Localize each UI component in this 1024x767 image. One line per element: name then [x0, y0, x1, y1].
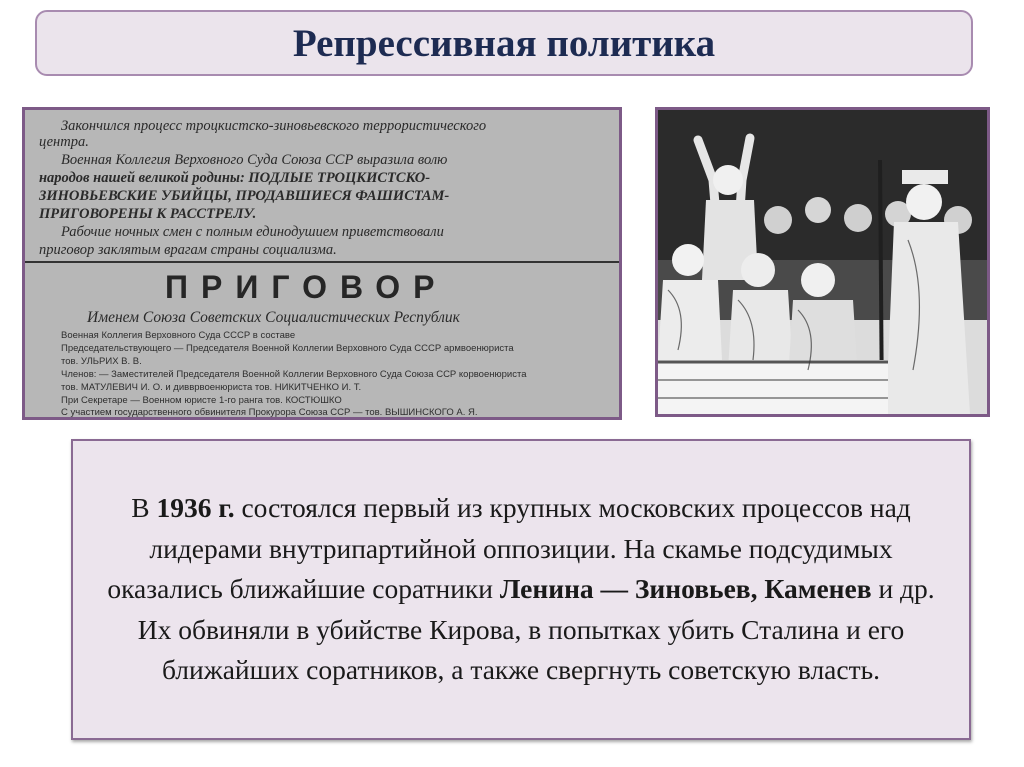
newspaper-intro-line-3: Военная Коллегия Верховного Суда Союза ССР выразила волю: [61, 152, 448, 168]
newspaper-intro-line-4: народов нашей великой родины: ПОДЛЫЕ ТРОЦКИСТСКО-: [39, 170, 431, 186]
newspaper-subheading: Именем Союза Советских Социалистических Республик: [87, 309, 460, 326]
description-part-2: состоялся первый из крупных московских процессов над лидерами внутрипартийной оппозиции. На скамье подсудимых оказались ближайшие соратники: [107, 492, 911, 605]
description-part-1: В: [131, 492, 157, 524]
newspaper-detail-line-1: Военная Коллегия Верховного Суда СССР в составе: [61, 330, 296, 341]
description-year: 1936 г.: [156, 492, 235, 524]
description-text: [97, 488, 945, 691]
description-part-3: и др. Их обвиняли в убийстве Кирова, в попытках убить Сталина и его ближайших соратников, а также свергнуть советскую власть.: [137, 573, 935, 686]
newspaper-detail-line-4: Членов: — Заместителей Председателя Военной Коллегии Верховного Суда Союза ССР корвоенюриста: [61, 369, 527, 380]
courtroom-illustration-svg: [658, 110, 987, 414]
courtroom-illustration-image: [655, 107, 990, 417]
newspaper-intro-line-6: ПРИГОВОРЕНЫ К РАССТРЕЛУ.: [39, 206, 257, 222]
newspaper-intro-line-8: приговор заклятым врагам страны социализма.: [39, 242, 337, 258]
newspaper-intro-line-7: Рабочие ночных смен с полным единодушием приветствовали: [61, 224, 444, 240]
description-box: [71, 439, 971, 740]
slide-title: Репрессивная политика: [292, 21, 716, 65]
newspaper-detail-line-5: тов. МАТУЛЕВИЧ И. О. и дивврвоенюриста тов. НИКИТЧЕНКО И. Т.: [61, 382, 362, 393]
newspaper-clipping-svg: [25, 110, 619, 417]
title-banner: [35, 10, 973, 76]
newspaper-detail-line-3: тов. УЛЬРИХ В. В.: [61, 356, 142, 367]
newspaper-clipping-image: [22, 107, 622, 420]
newspaper-detail-line-2: Председательствующего — Председателя Военной Коллегии Верховного Суда СССР армвоенюриста: [61, 343, 514, 354]
newspaper-intro-line-5: ЗИНОВЬЕВСКИЕ УБИЙЦЫ, ПРОДАВШИЕСЯ ФАШИСТАМ-: [39, 188, 450, 204]
newspaper-intro-line-2: центра.: [39, 134, 89, 150]
newspaper-detail-line-7: С участием государственного обвинителя Прокурора Союза ССР — тов. ВЫШИНСКОГО А. Я.: [61, 407, 478, 417]
newspaper-intro-line-1: Закончился процесс троцкистско-зиновьевского террористического: [61, 118, 487, 134]
newspaper-detail-line-6: При Секретаре — Военном юристе 1-го ранга тов. КОСТЮШКО: [61, 395, 342, 406]
description-names: Ленина — Зиновьев, Каменев: [499, 573, 872, 605]
newspaper-heading: ПРИГОВОР: [165, 269, 448, 305]
